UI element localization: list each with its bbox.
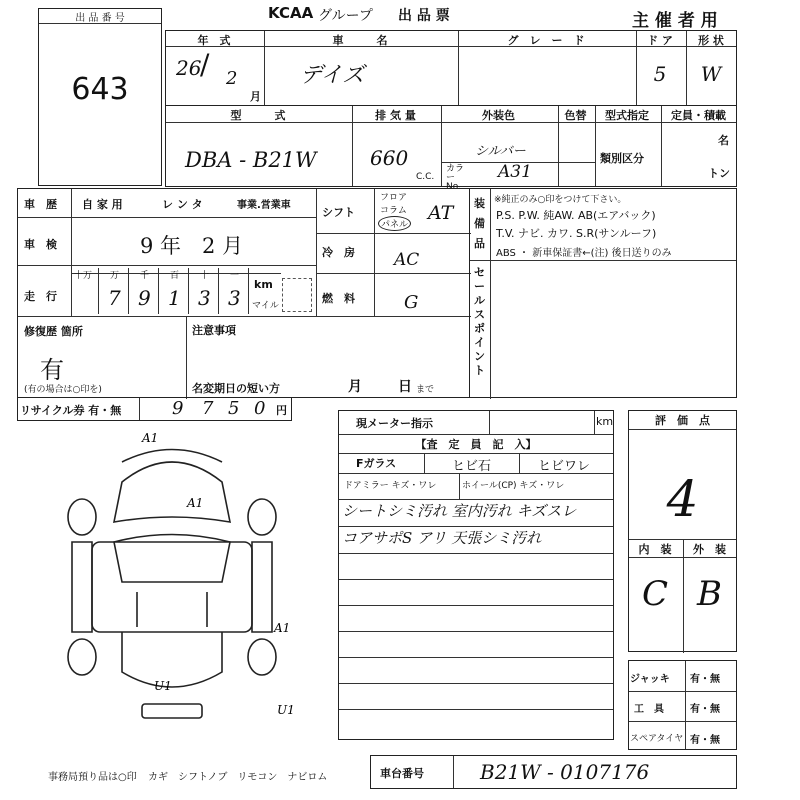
class-label: 類別区分 bbox=[600, 152, 644, 165]
exterior-label: 外 装 bbox=[693, 543, 726, 556]
ton-unit: トン bbox=[708, 167, 730, 180]
form-title: 出 品 票 bbox=[398, 8, 450, 24]
mileage-digit-100: 1 bbox=[168, 286, 181, 310]
history-rental: レ ン タ bbox=[162, 198, 203, 211]
rename-day: 日 bbox=[398, 379, 412, 395]
cc-unit: C.C. bbox=[416, 172, 435, 182]
repair-label: 修復歴 箇所 bbox=[24, 325, 83, 338]
lot-number: 643 bbox=[71, 72, 129, 107]
digit-label-100k: 十万 bbox=[74, 271, 93, 281]
office-items-label: 事務局預り品は○印 bbox=[48, 772, 137, 783]
fuel-label: 燃 料 bbox=[322, 292, 355, 305]
recycle-digit-2: 7 bbox=[202, 398, 214, 419]
crack-label: ヒビワレ bbox=[538, 459, 591, 474]
inspector-label: 【査 定 員 記 入】 bbox=[415, 438, 537, 451]
recycle-yen: 円 bbox=[276, 404, 287, 417]
grade-label: グ レ ー ド bbox=[507, 34, 585, 47]
ac-value: AC bbox=[394, 250, 420, 270]
mileage-digit-10k: 7 bbox=[108, 286, 121, 310]
model-label: 型 式 bbox=[230, 109, 286, 122]
lot-label: 出 品 番 号 bbox=[75, 13, 125, 24]
shift-label: シフト bbox=[322, 206, 355, 219]
meter-label: 現メーター指示 bbox=[356, 417, 433, 430]
shift-panel: パネル bbox=[378, 216, 411, 231]
equipment-line-3: ABS ・ 新車保証書←(注) 後日送りのみ bbox=[496, 248, 672, 259]
exterior-grade: B bbox=[697, 574, 722, 614]
capacity-label: 定員・積載 bbox=[671, 109, 726, 122]
mileage-digit-1k: 9 bbox=[138, 286, 151, 310]
office-items-list: カギ シフトノブ リモコン ナビロム bbox=[148, 772, 328, 783]
recycle-digit-3: 5 bbox=[228, 398, 240, 419]
ac-label: 冷 房 bbox=[322, 246, 355, 259]
shape-value: W bbox=[700, 62, 722, 86]
jack-yesno: 有・無 bbox=[690, 674, 720, 685]
door-value: 5 bbox=[653, 62, 667, 86]
spare-yesno: 有・無 bbox=[690, 735, 720, 746]
jack-label: ジャッキ bbox=[630, 674, 670, 685]
equipment-label: 装 備 品 bbox=[474, 197, 485, 250]
type-designation-label: 型式指定 bbox=[605, 109, 649, 122]
interior-label: 内 装 bbox=[638, 543, 672, 556]
chassis-label: 車台番号 bbox=[380, 767, 424, 780]
mileage-mile-unit: マイル bbox=[252, 301, 279, 311]
color-label: 外装色 bbox=[482, 109, 515, 122]
mileage-digits-area bbox=[70, 268, 250, 314]
digit-label-10k: 万 bbox=[110, 271, 120, 281]
wheel-label: ホイール(CP) キズ・ワレ bbox=[462, 481, 565, 491]
caution-label: 注意事項 bbox=[192, 324, 236, 337]
score-value: 4 bbox=[666, 470, 699, 528]
inspector-comment-2: コアサポS アリ 天張シミ汚れ bbox=[342, 529, 542, 547]
mileage-digit-1: 3 bbox=[228, 286, 241, 310]
persons-unit: 名 bbox=[718, 134, 729, 147]
usage-label: 主 催 者 用 bbox=[632, 11, 718, 31]
model-value: DBA - B21W bbox=[185, 148, 317, 172]
diagram-mark-bumper: U1 bbox=[277, 703, 295, 717]
diagram-mark-rear: U1 bbox=[154, 679, 172, 693]
color-change-label: 色替 bbox=[564, 109, 587, 122]
interior-grade: C bbox=[641, 574, 668, 614]
digit-label-100: 百 bbox=[170, 271, 180, 281]
name-label: 車 名 bbox=[332, 34, 388, 47]
score-label: 評 価 点 bbox=[655, 414, 710, 427]
history-business: 事業.営業車 bbox=[237, 200, 291, 211]
fuel-value: G bbox=[404, 292, 419, 313]
meter-km-unit: km bbox=[596, 415, 614, 428]
chassis-number: B21W - 0107176 bbox=[480, 760, 650, 784]
digit-label-10: 十 bbox=[200, 271, 210, 281]
year-label: 年 式 bbox=[197, 34, 231, 47]
mileage-km-unit: km bbox=[254, 278, 273, 291]
shape-label: 形 状 bbox=[698, 34, 724, 47]
history-private: 自 家 用 bbox=[82, 198, 123, 211]
diagram-mark-hood: A1 bbox=[187, 496, 204, 510]
color-no-prefix: カラー No. bbox=[446, 164, 465, 192]
rename-until: まで bbox=[416, 385, 435, 395]
inspection-value: 9 年 2 月 bbox=[140, 234, 244, 258]
color-no-value: A31 bbox=[498, 162, 532, 182]
shift-column: コラム bbox=[380, 206, 407, 216]
score-box bbox=[628, 410, 737, 652]
diagram-mark-right: A1 bbox=[274, 621, 291, 635]
recycle-digit-4: 0 bbox=[254, 398, 266, 419]
sales-point-label: セールスポイント bbox=[474, 266, 485, 377]
digit-label-1k: 千 bbox=[140, 271, 150, 281]
year-value: 26 bbox=[176, 56, 202, 80]
repair-note: (有の場合は○印を) bbox=[24, 385, 102, 395]
history-label: 車 歴 bbox=[24, 198, 57, 211]
shift-floor: フロア bbox=[380, 193, 408, 203]
equipment-line-2: T.V. ナビ. カワ. S.R(サンルーフ) bbox=[496, 227, 657, 240]
mileage-mile-box bbox=[282, 278, 312, 312]
door-mirror-label: ドアミラー キズ・ワレ bbox=[344, 481, 437, 491]
tools-yesno: 有・無 bbox=[690, 704, 720, 715]
inspection-label: 車 検 bbox=[24, 238, 57, 251]
door-label: ド ア bbox=[647, 34, 673, 47]
inspector-comment-1: シートシミ汚れ 室内汚れ キズスレ bbox=[342, 502, 577, 520]
car-name-value: デイズ bbox=[300, 63, 365, 88]
digit-label-1: 一 bbox=[230, 271, 240, 281]
equipment-line-1: P.S. P.W. 純AW. AB(エアバック) bbox=[496, 209, 656, 222]
spare-tire-label: スペアタイヤ bbox=[630, 734, 684, 744]
group-label: グループ bbox=[318, 8, 373, 24]
stone-chip-label: ヒビ石 bbox=[452, 459, 492, 474]
equipment-note: ※純正のみ○印をつけて下さい。 bbox=[494, 195, 627, 205]
color-value: シルバー bbox=[475, 144, 526, 159]
mileage-digit-10: 3 bbox=[198, 286, 211, 310]
windshield-label: Fガラス bbox=[356, 457, 397, 470]
recycle-digit-1: 9 bbox=[172, 398, 198, 419]
recycle-label: リサイクル券 有・無 bbox=[20, 404, 122, 417]
rename-month: 月 bbox=[348, 379, 362, 395]
year-slash: / bbox=[200, 48, 210, 81]
displacement-label: 排 気 量 bbox=[375, 109, 416, 122]
diagram-mark-front: A1 bbox=[142, 431, 159, 445]
month-unit: 月 bbox=[250, 90, 261, 103]
shift-value: AT bbox=[428, 202, 454, 224]
org-logo: KCAA bbox=[268, 4, 314, 22]
displacement-value: 660 bbox=[370, 146, 409, 170]
month-value: 2 bbox=[226, 68, 238, 89]
mileage-label: 走 行 bbox=[24, 290, 57, 303]
tools-label: 工 具 bbox=[634, 704, 664, 715]
rename-label: 名変期日の短い方 bbox=[192, 382, 280, 395]
repair-value: 有 bbox=[40, 356, 64, 384]
car-damage-diagram bbox=[52, 431, 295, 732]
